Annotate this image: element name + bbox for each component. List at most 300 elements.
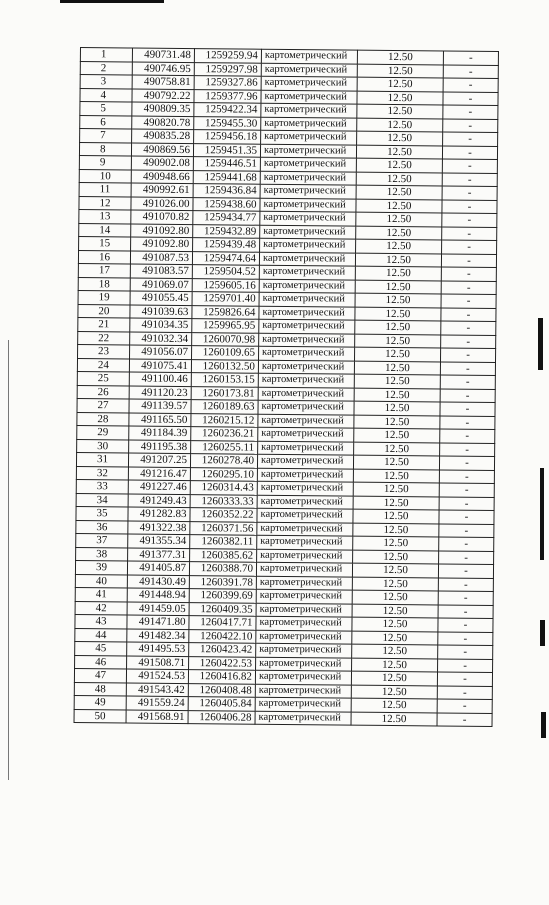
method-cell: картометрический: [261, 90, 357, 104]
x-coordinate-cell: 490809.35: [132, 102, 194, 116]
point-number-cell: 34: [76, 493, 128, 507]
point-number-cell: 28: [77, 412, 129, 426]
method-cell: картометрический: [260, 211, 356, 225]
x-coordinate-cell: 491195.38: [129, 439, 191, 453]
x-coordinate-cell: 491524.53: [126, 669, 188, 683]
method-cell: картометрический: [261, 117, 357, 131]
y-coordinate-cell: 1260153.15: [191, 373, 258, 387]
note-cell: -: [439, 496, 494, 510]
x-coordinate-cell: 491083.57: [130, 264, 192, 278]
point-number-cell: 6: [80, 115, 132, 129]
y-coordinate-cell: 1260385.62: [190, 548, 257, 562]
y-coordinate-cell: 1260371.56: [190, 521, 257, 535]
error-cell: 12.50: [352, 631, 438, 645]
scan-edge-line: [8, 340, 9, 780]
method-cell: картометрический: [256, 630, 352, 644]
x-coordinate-cell: 491448.94: [127, 588, 189, 602]
y-coordinate-cell: 1260236.21: [191, 427, 258, 441]
y-coordinate-cell: 1259965.95: [192, 319, 259, 333]
coordinates-table: [74, 47, 499, 727]
y-coordinate-cell: 1260295.10: [190, 467, 257, 481]
x-coordinate-cell: 491508.71: [127, 655, 189, 669]
method-cell: картометрический: [256, 589, 352, 603]
error-cell: 12.50: [351, 712, 437, 726]
note-cell: -: [439, 469, 494, 483]
x-coordinate-cell: 491282.83: [128, 507, 190, 521]
error-cell: 12.50: [354, 361, 440, 375]
point-number-cell: 47: [74, 668, 126, 682]
method-cell: картометрический: [257, 508, 353, 522]
error-cell: 12.50: [352, 604, 438, 618]
x-coordinate-cell: 490948.66: [131, 169, 193, 183]
y-coordinate-cell: 1260422.10: [189, 629, 256, 643]
error-cell: 12.50: [357, 50, 443, 64]
error-cell: 12.50: [355, 266, 441, 280]
point-number-cell: 24: [77, 358, 129, 372]
x-coordinate-cell: 491039.63: [130, 304, 192, 318]
error-cell: 12.50: [356, 226, 442, 240]
y-coordinate-cell: 1260189.63: [191, 400, 258, 414]
point-number-cell: 23: [78, 344, 130, 358]
x-coordinate-cell: 491055.45: [130, 291, 192, 305]
x-coordinate-cell: 491355.34: [128, 534, 190, 548]
x-coordinate-cell: 491459.05: [127, 601, 189, 615]
note-cell: -: [440, 388, 495, 402]
error-cell: 12.50: [354, 415, 440, 429]
x-coordinate-cell: 491207.25: [128, 453, 190, 467]
note-cell: -: [438, 604, 493, 618]
point-number-cell: 18: [78, 277, 130, 291]
x-coordinate-cell: 491482.34: [127, 628, 189, 642]
x-coordinate-cell: 490746.95: [132, 62, 194, 76]
note-cell: -: [442, 226, 497, 240]
x-coordinate-cell: 491092.80: [131, 237, 193, 251]
method-cell: картометрический: [257, 468, 353, 482]
note-cell: -: [438, 631, 493, 645]
error-cell: 12.50: [357, 131, 443, 145]
y-coordinate-cell: 1260417.71: [189, 616, 256, 630]
error-cell: 12.50: [355, 320, 441, 334]
point-number-cell: 19: [78, 290, 130, 304]
error-cell: 12.50: [355, 280, 441, 294]
y-coordinate-cell: 1260333.33: [190, 494, 257, 508]
point-number-cell: 48: [74, 682, 126, 696]
x-coordinate-cell: 490758.81: [132, 75, 194, 89]
point-number-cell: 31: [76, 452, 128, 466]
method-cell: картометрический: [258, 387, 354, 401]
error-cell: 12.50: [355, 347, 441, 361]
scan-mark-top: [60, 0, 164, 3]
error-cell: 12.50: [356, 199, 442, 213]
y-coordinate-cell: 1260314.43: [190, 481, 257, 495]
error-cell: 12.50: [351, 685, 437, 699]
error-cell: 12.50: [353, 523, 439, 537]
point-number-cell: 3: [80, 75, 132, 89]
method-cell: картометрический: [260, 184, 356, 198]
note-cell: -: [440, 429, 495, 443]
y-coordinate-cell: 1259701.40: [192, 292, 259, 306]
scan-mark-right-2: [540, 468, 544, 560]
point-number-cell: 9: [79, 155, 131, 169]
method-cell: картометрический: [257, 495, 353, 509]
method-cell: картометрический: [258, 400, 354, 414]
point-number-cell: 45: [75, 641, 127, 655]
table-row: [74, 709, 492, 727]
note-cell: -: [442, 213, 497, 227]
point-number-cell: 7: [80, 129, 132, 143]
error-cell: 12.50: [353, 536, 439, 550]
method-cell: картометрический: [260, 225, 356, 239]
y-coordinate-cell: 1260423.42: [189, 643, 256, 657]
x-coordinate-cell: 491092.80: [131, 223, 193, 237]
x-coordinate-cell: 491100.46: [129, 372, 191, 386]
error-cell: 12.50: [355, 307, 441, 321]
y-coordinate-cell: 1259436.84: [193, 184, 260, 198]
point-number-cell: 29: [77, 425, 129, 439]
note-cell: -: [440, 361, 495, 375]
error-cell: 12.50: [352, 658, 438, 672]
note-cell: -: [443, 105, 498, 119]
method-cell: картометрический: [255, 697, 351, 711]
x-coordinate-cell: 490820.78: [132, 116, 194, 130]
error-cell: 12.50: [352, 577, 438, 591]
y-coordinate-cell: 1259451.35: [193, 143, 260, 157]
note-cell: -: [438, 591, 493, 605]
note-cell: -: [443, 78, 498, 92]
x-coordinate-cell: 491139.57: [129, 399, 191, 413]
note-cell: -: [441, 334, 496, 348]
point-number-cell: 20: [78, 304, 130, 318]
note-cell: -: [439, 483, 494, 497]
method-cell: картометрический: [258, 414, 354, 428]
y-coordinate-cell: 1259826.64: [192, 305, 259, 319]
error-cell: 12.50: [354, 388, 440, 402]
y-coordinate-cell: 1259439.48: [193, 238, 260, 252]
point-number-cell: 10: [79, 169, 131, 183]
method-cell: картометрический: [257, 522, 353, 536]
error-cell: 12.50: [352, 590, 438, 604]
x-coordinate-cell: 491069.07: [130, 277, 192, 291]
coordinates-table-wrapper: [74, 47, 499, 727]
method-cell: картометрический: [261, 49, 357, 63]
x-coordinate-cell: 490992.61: [131, 183, 193, 197]
x-coordinate-cell: 490792.22: [132, 89, 194, 103]
point-number-cell: 33: [76, 479, 128, 493]
note-cell: -: [439, 510, 494, 524]
x-coordinate-cell: 491471.80: [127, 615, 189, 629]
y-coordinate-cell: 1259446.51: [193, 157, 260, 171]
point-number-cell: 37: [76, 533, 128, 547]
x-coordinate-cell: 491405.87: [127, 561, 189, 575]
note-cell: -: [441, 253, 496, 267]
y-coordinate-cell: 1259377.96: [194, 89, 261, 103]
error-cell: 12.50: [353, 509, 439, 523]
method-cell: картометрический: [259, 265, 355, 279]
y-coordinate-cell: 1259605.16: [192, 278, 259, 292]
method-cell: картометрический: [257, 481, 353, 495]
note-cell: -: [441, 321, 496, 335]
y-coordinate-cell: 1259422.34: [194, 103, 261, 117]
method-cell: картометрический: [259, 279, 355, 293]
note-cell: -: [443, 64, 498, 78]
point-number-cell: 26: [77, 385, 129, 399]
note-cell: -: [441, 280, 496, 294]
x-coordinate-cell: 491430.49: [127, 574, 189, 588]
y-coordinate-cell: 1260109.65: [192, 346, 259, 360]
point-number-cell: 11: [79, 182, 131, 196]
note-cell: -: [437, 699, 492, 713]
scan-mark-right-3: [540, 620, 545, 646]
note-cell: -: [438, 658, 493, 672]
x-coordinate-cell: 490835.28: [132, 129, 194, 143]
method-cell: картометрический: [260, 157, 356, 171]
method-cell: картометрический: [256, 576, 352, 590]
y-coordinate-cell: 1260399.69: [189, 589, 256, 603]
point-number-cell: 50: [74, 709, 126, 723]
point-number-cell: 41: [75, 587, 127, 601]
y-coordinate-cell: 1260215.12: [191, 413, 258, 427]
x-coordinate-cell: 490869.56: [131, 142, 193, 156]
method-cell: картометрический: [260, 171, 356, 185]
point-number-cell: 40: [75, 574, 127, 588]
method-cell: картометрический: [256, 657, 352, 671]
error-cell: 12.50: [355, 334, 441, 348]
note-cell: -: [438, 564, 493, 578]
point-number-cell: 42: [75, 601, 127, 615]
point-number-cell: 38: [76, 547, 128, 561]
point-number-cell: 39: [75, 560, 127, 574]
y-coordinate-cell: 1259434.77: [193, 211, 260, 225]
y-coordinate-cell: 1260352.22: [190, 508, 257, 522]
note-cell: -: [438, 577, 493, 591]
note-cell: -: [441, 307, 496, 321]
y-coordinate-cell: 1260173.81: [191, 386, 258, 400]
x-coordinate-cell: 491377.31: [128, 547, 190, 561]
x-coordinate-cell: 491120.23: [129, 385, 191, 399]
point-number-cell: 14: [79, 223, 131, 237]
x-coordinate-cell: 491032.34: [130, 331, 192, 345]
point-number-cell: 35: [76, 506, 128, 520]
method-cell: картометрический: [258, 373, 354, 387]
point-number-cell: 1: [80, 48, 132, 62]
note-cell: -: [440, 348, 495, 362]
note-cell: -: [437, 685, 492, 699]
x-coordinate-cell: 491056.07: [130, 345, 192, 359]
y-coordinate-cell: 1260408.48: [188, 683, 255, 697]
scan-mark-right-4: [541, 712, 546, 738]
point-number-cell: 46: [75, 655, 127, 669]
y-coordinate-cell: 1259474.64: [192, 251, 259, 265]
y-coordinate-cell: 1260391.78: [189, 575, 256, 589]
error-cell: 12.50: [353, 455, 439, 469]
method-cell: картометрический: [255, 711, 351, 725]
method-cell: картометрический: [256, 643, 352, 657]
method-cell: картометрический: [255, 684, 351, 698]
point-number-cell: 44: [75, 628, 127, 642]
y-coordinate-cell: 1260382.11: [190, 535, 257, 549]
error-cell: 12.50: [355, 293, 441, 307]
method-cell: картометрический: [260, 198, 356, 212]
method-cell: картометрический: [256, 616, 352, 630]
point-number-cell: 30: [77, 439, 129, 453]
method-cell: картометрический: [259, 333, 355, 347]
point-number-cell: 43: [75, 614, 127, 628]
note-cell: -: [437, 712, 492, 726]
note-cell: -: [440, 375, 495, 389]
note-cell: -: [439, 523, 494, 537]
method-cell: картометрический: [257, 454, 353, 468]
method-cell: картометрический: [260, 144, 356, 158]
method-cell: картометрический: [259, 252, 355, 266]
note-cell: -: [443, 118, 498, 132]
y-coordinate-cell: 1260422.53: [189, 656, 256, 670]
x-coordinate-cell: 491026.00: [131, 196, 193, 210]
error-cell: 12.50: [356, 158, 442, 172]
y-coordinate-cell: 1260388.70: [189, 562, 256, 576]
method-cell: картометрический: [258, 441, 354, 455]
note-cell: -: [439, 550, 494, 564]
note-cell: -: [440, 402, 495, 416]
error-cell: 12.50: [357, 64, 443, 78]
y-coordinate-cell: 1260070.98: [192, 332, 259, 346]
method-cell: картометрический: [261, 63, 357, 77]
error-cell: 12.50: [356, 212, 442, 226]
error-cell: 12.50: [351, 671, 437, 685]
x-coordinate-cell: 490902.08: [131, 156, 193, 170]
note-cell: -: [438, 618, 493, 632]
y-coordinate-cell: 1260406.28: [188, 710, 255, 724]
method-cell: картометрический: [259, 306, 355, 320]
method-cell: картометрический: [261, 103, 357, 117]
y-coordinate-cell: 1260278.40: [190, 454, 257, 468]
x-coordinate-cell: 491184.39: [129, 426, 191, 440]
point-number-cell: 16: [78, 250, 130, 264]
y-coordinate-cell: 1259327.86: [194, 76, 261, 90]
note-cell: -: [439, 456, 494, 470]
x-coordinate-cell: 491495.53: [127, 642, 189, 656]
note-cell: -: [439, 537, 494, 551]
error-cell: 12.50: [353, 469, 439, 483]
method-cell: картометрический: [256, 603, 352, 617]
point-number-cell: 27: [77, 398, 129, 412]
y-coordinate-cell: 1259259.94: [194, 49, 261, 63]
y-coordinate-cell: 1259504.52: [192, 265, 259, 279]
point-number-cell: 17: [78, 263, 130, 277]
x-coordinate-cell: 491075.41: [129, 358, 191, 372]
point-number-cell: 21: [78, 317, 130, 331]
error-cell: 12.50: [356, 145, 442, 159]
error-cell: 12.50: [353, 550, 439, 564]
y-coordinate-cell: 1260132.50: [191, 359, 258, 373]
x-coordinate-cell: 491249.43: [128, 493, 190, 507]
point-number-cell: 49: [74, 695, 126, 709]
method-cell: картометрический: [259, 319, 355, 333]
x-coordinate-cell: 491070.82: [131, 210, 193, 224]
note-cell: -: [443, 132, 498, 146]
method-cell: картометрический: [258, 427, 354, 441]
y-coordinate-cell: 1259438.60: [193, 197, 260, 211]
error-cell: 12.50: [357, 77, 443, 91]
error-cell: 12.50: [351, 698, 437, 712]
method-cell: картометрический: [257, 549, 353, 563]
error-cell: 12.50: [357, 104, 443, 118]
x-coordinate-cell: 491165.50: [129, 412, 191, 426]
error-cell: 12.50: [357, 91, 443, 105]
point-number-cell: 13: [79, 209, 131, 223]
point-number-cell: 12: [79, 196, 131, 210]
point-number-cell: 22: [78, 331, 130, 345]
note-cell: -: [442, 159, 497, 173]
method-cell: картометрический: [260, 238, 356, 252]
method-cell: картометрический: [259, 292, 355, 306]
note-cell: -: [442, 172, 497, 186]
x-coordinate-cell: 491227.46: [128, 480, 190, 494]
y-coordinate-cell: 1260416.82: [188, 670, 255, 684]
error-cell: 12.50: [352, 617, 438, 631]
error-cell: 12.50: [352, 644, 438, 658]
point-number-cell: 32: [76, 466, 128, 480]
point-number-cell: 4: [80, 88, 132, 102]
error-cell: 12.50: [357, 118, 443, 132]
point-number-cell: 25: [77, 371, 129, 385]
y-coordinate-cell: 1259297.98: [194, 62, 261, 76]
y-coordinate-cell: 1259432.89: [193, 224, 260, 238]
point-number-cell: 2: [80, 61, 132, 75]
method-cell: картометрический: [257, 535, 353, 549]
point-number-cell: 36: [76, 520, 128, 534]
error-cell: 12.50: [354, 428, 440, 442]
y-coordinate-cell: 1260255.11: [191, 440, 258, 454]
y-coordinate-cell: 1259455.30: [194, 116, 261, 130]
note-cell: -: [441, 267, 496, 281]
x-coordinate-cell: 491568.91: [126, 709, 188, 723]
method-cell: картометрический: [256, 562, 352, 576]
x-coordinate-cell: 491559.24: [126, 696, 188, 710]
error-cell: 12.50: [354, 442, 440, 456]
error-cell: 12.50: [353, 496, 439, 510]
coordinates-table-body: [74, 48, 498, 727]
note-cell: -: [443, 91, 498, 105]
note-cell: -: [442, 199, 497, 213]
x-coordinate-cell: 491216.47: [128, 466, 190, 480]
note-cell: -: [441, 294, 496, 308]
error-cell: 12.50: [356, 239, 442, 253]
x-coordinate-cell: 491322.38: [128, 520, 190, 534]
x-coordinate-cell: 491034.35: [130, 318, 192, 332]
error-cell: 12.50: [355, 253, 441, 267]
note-cell: -: [443, 51, 498, 65]
x-coordinate-cell: 490731.48: [132, 48, 194, 62]
note-cell: -: [442, 240, 497, 254]
error-cell: 12.50: [354, 374, 440, 388]
note-cell: -: [440, 415, 495, 429]
note-cell: -: [437, 672, 492, 686]
point-number-cell: 15: [79, 236, 131, 250]
note-cell: -: [442, 145, 497, 159]
error-cell: 12.50: [354, 401, 440, 415]
x-coordinate-cell: 491087.53: [130, 250, 192, 264]
scan-mark-right-1: [538, 318, 543, 370]
note-cell: -: [438, 645, 493, 659]
method-cell: картометрический: [258, 360, 354, 374]
error-cell: 12.50: [356, 185, 442, 199]
method-cell: картометрический: [259, 346, 355, 360]
point-number-cell: 8: [79, 142, 131, 156]
error-cell: 12.50: [352, 563, 438, 577]
y-coordinate-cell: 1260409.35: [189, 602, 256, 616]
method-cell: картометрический: [261, 76, 357, 90]
note-cell: -: [440, 442, 495, 456]
